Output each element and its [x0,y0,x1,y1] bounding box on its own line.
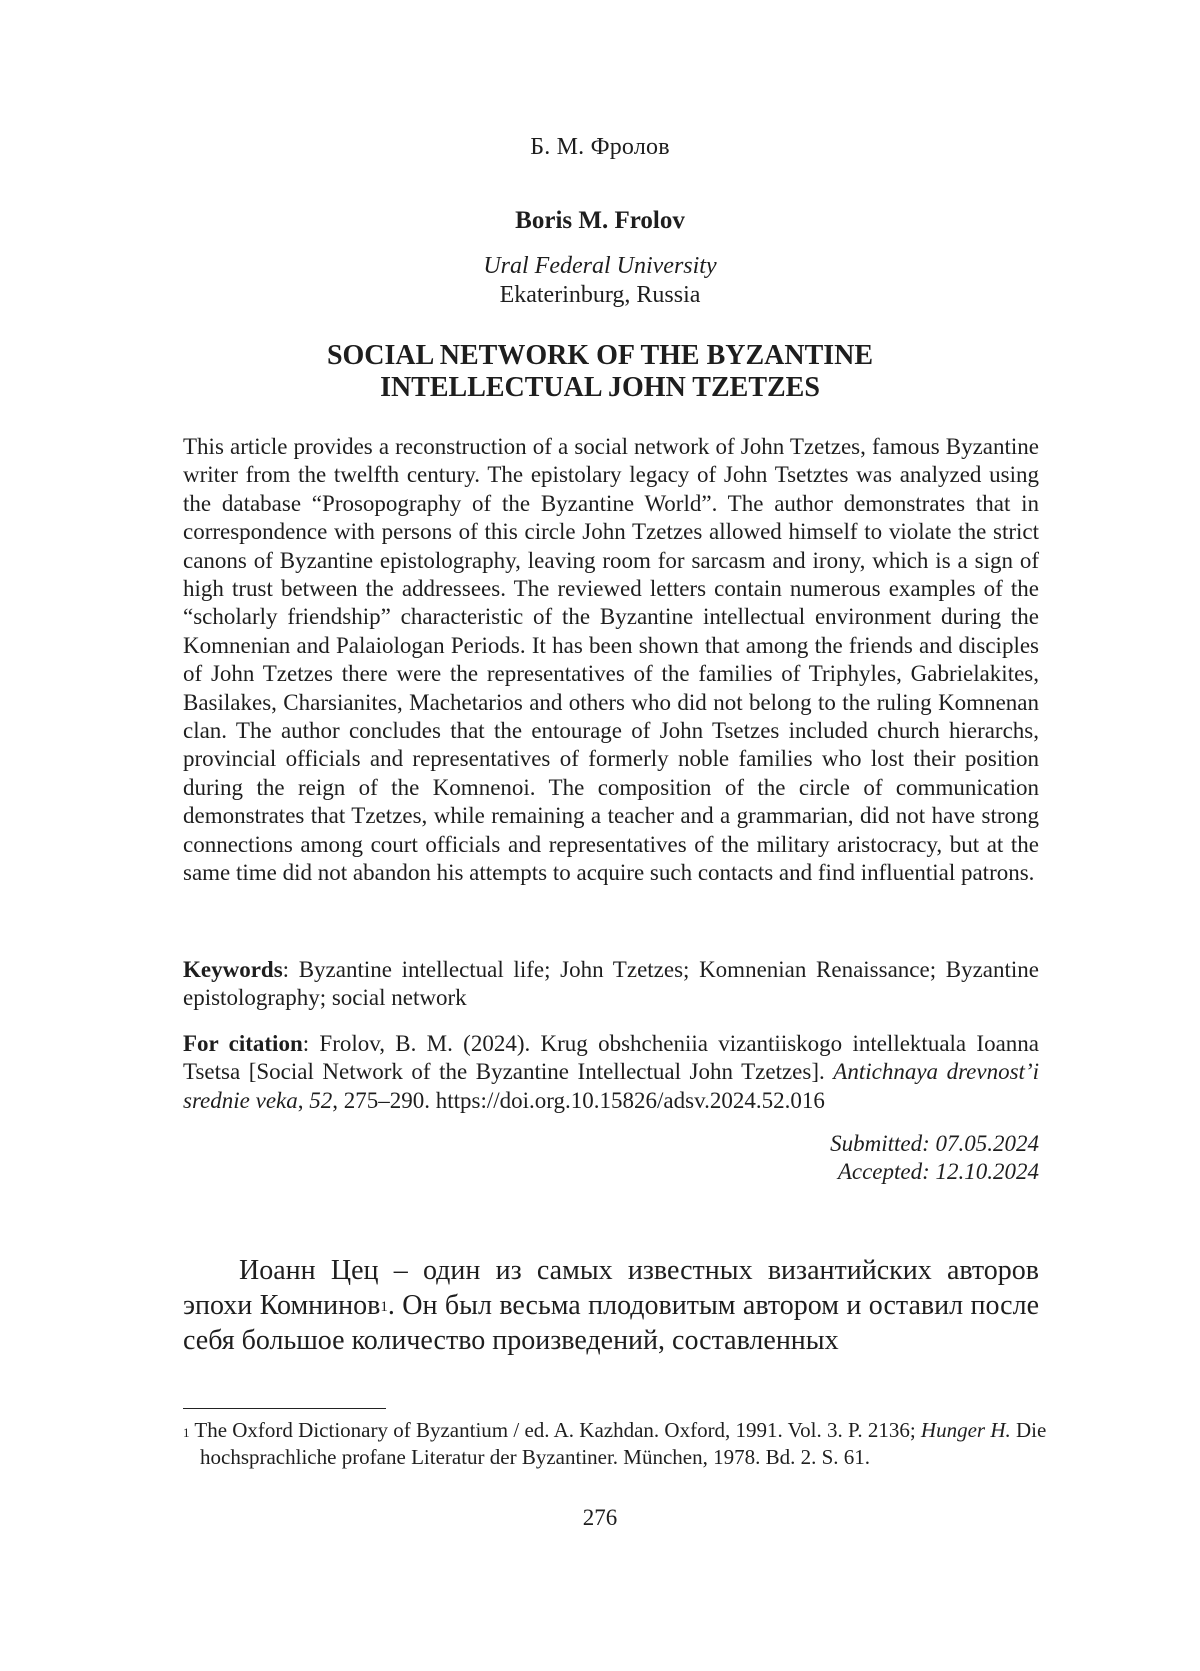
page-number: 276 [582,1505,618,1530]
article-title-line-2: INTELLECTUAL JOHN TZETZES [380,372,820,403]
footnote-author: Hunger H. [920,1418,1011,1442]
accepted-date: Accepted: 12.10.2024 [837,1159,1039,1185]
submission-dates [183,1130,1039,1187]
article-title [0,340,1200,404]
footnote-reference[interactable]: 1 [380,1299,388,1315]
footnote-text-1: The Oxford Dictionary of Byzantium / ed. A. Kazhdan. Oxford, 1991. Vol. 3. P. 2136; [189,1418,921,1442]
citation-separator: , [297,1087,310,1113]
body-text-part-2: . Он был весьма плодовитым автором и оставил после себя большое количество произведений, составленных [183,1290,1039,1356]
author-name: Boris M. Frolov [515,207,685,234]
abstract: This article provides a reconstruction of a social network of John Tzetzes, famous Byzantine writer from the twelfth century. The epistolary legacy of John Tsetztes was analyzed using the database “Prosopography of the Byzantine World”. The author demonstrates that in correspondence with persons of this circle John Tzetzes allowed himself to violate the strict canons of Byzantine epistolography, leaving room for sarcasm and irony, which is a sign of high trust between the addressees. The reviewed letters contain numerous examples of the “scholarly friendship” characteristic of the Byzantine intellectual environment during the Komnenian and Palaiologan Periods. It has been shown that among the friends and disciples of John Tzetzes there were the representatives of the families of Triphyles, Gabrielakites, Basilakes, Charsianites, Machetarios and others who did not belong to the ruling Komnenan clan. The author concludes that the entourage of John Tsetzes included church hierarchs, provincial officials and representatives of formerly noble families who lost their position during the reign of the Komnenoi. The composition of the circle of communication demonstrates that Tzetzes, while remaining a teacher and a grammarian, did not have strong connections among court officials and representatives of the military aristocracy, but at the same time did not abandon his attempts to acquire such contacts and find influential patrons. [183,434,1039,886]
citation-label: For citation [183,1031,303,1056]
body-text-part-1: Иоанн Цец – один из самых известных византийских авторов эпохи Комнинов [183,1255,1039,1321]
keywords-text: : Byzantine intellectual life; John Tzetzes; Komnenian Renaissance; Byzantine epistolography; social network [183,957,1039,1011]
article-title-line-1: SOCIAL NETWORK OF THE BYZANTINE [326,340,874,371]
footnote [183,1417,1056,1471]
keywords [183,956,1039,1013]
footnote-text-2: Die hochsprachliche profane Literatur der Byzantiner. München, 1978. Bd. 2. S. 61. [200,1418,1047,1469]
citation [183,1030,1039,1115]
submitted-date: Submitted: 07.05.2024 [830,1131,1039,1156]
citation-journal: Antichnaya drevnost’i srednie veka [183,1059,1039,1113]
author-affiliation: Ural Federal University [483,253,717,279]
running-head: Б. М. Фролов [530,134,670,160]
author-location: Ekaterinburg, Russia [499,282,701,308]
citation-text: : Frolov, B. M. (2024). Krug obshcheniia vizantiiskogo intellektuala Ioanna Tsetsa [Social Network of the Byzantine Intellectual John Tzetzes]. [183,1031,1039,1085]
footnote-divider [183,1408,386,1409]
footnote-marker: 1 [183,1425,190,1440]
keywords-label: Keywords [183,957,283,982]
body-paragraph [183,1253,1039,1358]
citation-pages-doi[interactable]: , 275–290. https://doi.org.10.15826/adsv.2024.52.016 [332,1087,825,1113]
citation-volume: 52 [309,1087,333,1113]
